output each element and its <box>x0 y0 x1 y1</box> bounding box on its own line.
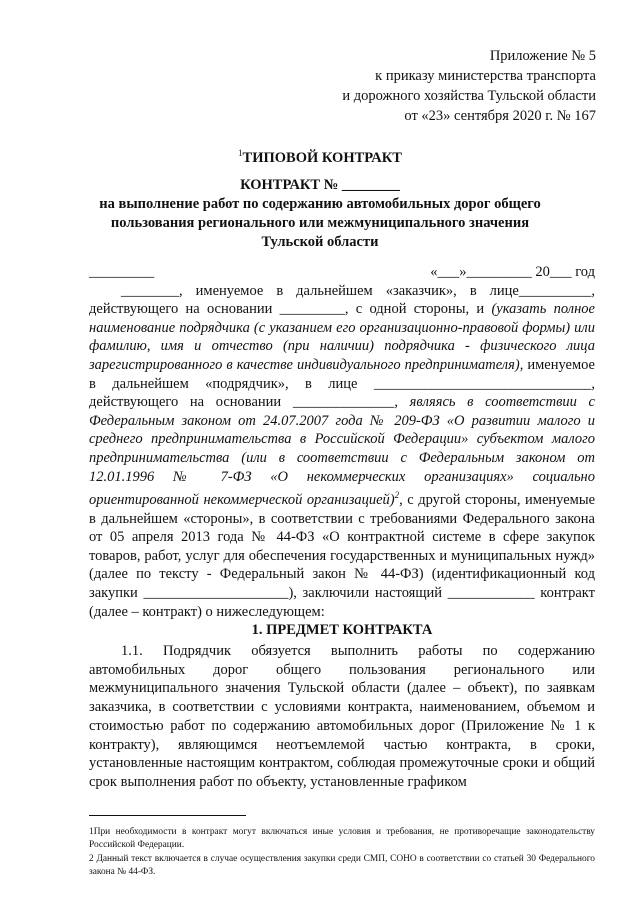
preamble-italic-2: являясь в соответствии с Федеральным законом от 24.07.2007 года № 209-ФЗ «О развитии малого и среднего предпринимательства в Российской Федерации» субъектом малого предпринимательства (или в соответствии с Федеральным законом от 12.01.1996 № 7-ФЗ «О некоммерческих организациях» социально ориентированной некоммерческой организацией) <box>89 394 595 508</box>
footnote-divider <box>89 815 246 816</box>
order-reference: к приказу министерства транспорта <box>375 68 596 84</box>
section-1-body <box>89 642 595 792</box>
document-title <box>0 144 640 168</box>
contract-subject: на выполнение работ по содержанию автомобильных дорог общего пользования регионального или межмуниципального значения Тульской области <box>99 196 541 250</box>
contract-date: «___»_________ 20___ год <box>430 264 595 280</box>
footnote-2: 2 Данный текст включается в случае осуществления закупки среди СМП, СОНО в соответствии со статьей 30 Федерального закона № 44-ФЗ. <box>89 854 595 877</box>
preamble <box>89 263 595 621</box>
preamble-paragraph <box>89 282 595 622</box>
appendix-number: Приложение № 5 <box>489 48 596 64</box>
title-footnote-mark: 1 <box>238 148 243 158</box>
order-date: от «23» сентября 2020 г. № 167 <box>404 108 596 124</box>
title-text: ТИПОВОЙ КОНТРАКТ <box>242 149 402 166</box>
appendix-header <box>342 46 596 126</box>
footnote-1: 1При необходимости в контракт могут включаться иные условия и требования, не противоречащие законодательству Российской Федерации. <box>89 827 595 850</box>
preamble-text-2: , именуемое в дальнейшем «подрядчик», в лице ______________________________, действующего на основании ______________, <box>89 356 595 411</box>
footnotes <box>89 826 595 880</box>
date-line <box>89 263 595 282</box>
clause-1-1: 1.1. Подрядчик обязуется выполнить работы по содержанию автомобильных дорог общего пользования регионального или межмуниципального значения Тульской области (далее – объект), по заявкам заказчика, в соответствии с условиями контракта, наименованием, объемом и стоимостью работ по содержанию автомобильных дорог (Приложение № 1 к контракту), являющимся неотъемлемой частью контракта, в сроки, установленные настоящим контрактом, соблюдая промежуточные сроки и общий срок выполнения работ по объекту, установленные графиком <box>89 643 595 790</box>
footnote-2-mark: 2 <box>394 490 400 501</box>
preamble-italic-1: (указать полное наименование подрядчика (с указанием его организационно-правовой формы) или фамилию, имя и отчество (при наличии) подрядчика - физического лица зарегистрированного в качестве индивидуального предпринимателя) <box>89 301 595 373</box>
contract-number: КОНТРАКТ № ________ <box>240 177 400 193</box>
preamble-text-3: , с другой стороны, именуемые в дальнейшем «стороны», в соответствии с требованиями Федерального закона от 05 апреля 2013 года № 44-ФЗ «О контрактной системе в сфере закупок товаров, работ, услуг для обеспечения государственных и муниципальных нужд» (далее по тексту - Федеральный закон № 44-ФЗ) (идентификационный код закупки ____________________), заключили настоящий ____________ контракт (далее – контракт) о нижеследующем: <box>89 491 596 620</box>
place-blank: _________ <box>89 264 155 280</box>
ministry-name: и дорожного хозяйства Тульской области <box>342 88 596 104</box>
section-1-title: 1. ПРЕДМЕТ КОНТРАКТА <box>251 622 433 638</box>
preamble-text-1: ________, именуемое в дальнейшем «заказчик», в лице__________, действующего на основании _________, с одной стороны, и <box>89 282 595 318</box>
